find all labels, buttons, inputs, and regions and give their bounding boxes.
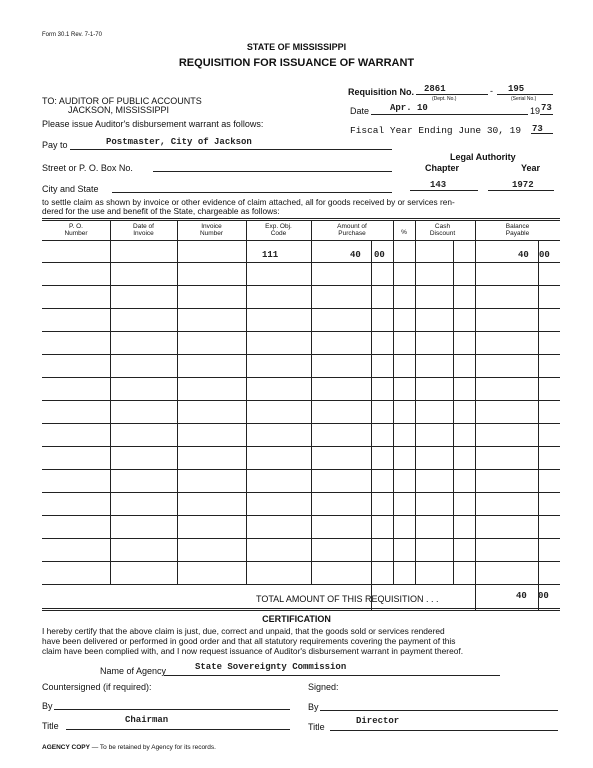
- header-exp-obj-code: Exp. Obj. Code: [265, 223, 292, 237]
- date-year-prefix: 19: [530, 106, 541, 116]
- certification-title: CERTIFICATION: [262, 614, 331, 624]
- dept-no-line: [416, 94, 488, 95]
- header-balance-payable: Balance Payable: [505, 223, 530, 237]
- requisition-dash: -: [490, 86, 493, 96]
- settle-text-line2: dered for the use and benefit of the State, chargeable as follows:: [42, 206, 280, 216]
- fiscal-year-value[interactable]: 73: [532, 124, 543, 134]
- header-date-of-invoice: Date of Invoice: [133, 223, 154, 237]
- title-right-value[interactable]: Director: [356, 716, 400, 726]
- by-left-label: By: [42, 701, 53, 711]
- footer-agency-copy: AGENCY COPY: [42, 744, 90, 751]
- title-right-line: [330, 730, 558, 731]
- chapter-value[interactable]: 143: [430, 180, 447, 190]
- header-po-number: P. O. Number: [64, 223, 88, 237]
- date-value[interactable]: Apr. 10: [390, 103, 428, 113]
- date-year-value[interactable]: 73: [541, 103, 552, 113]
- fiscal-year-label: Fiscal Year Ending June 30, 19: [350, 125, 522, 136]
- to-location: JACKSON, MISSISSIPPI: [68, 105, 170, 115]
- table-bottom-rule: [42, 608, 560, 609]
- row1-amount-cents[interactable]: 00: [374, 250, 385, 260]
- year-label: Year: [521, 163, 541, 173]
- signed-label: Signed:: [308, 682, 339, 692]
- agency-line: [164, 675, 500, 676]
- header-amount-of-purchase: Amount of Purchase: [337, 223, 367, 237]
- settle-text-line1: to settle claim as shown by invoice or other evidence of claim attached, all for goods received by or services ren-: [42, 197, 455, 207]
- city-state-line[interactable]: [112, 192, 392, 193]
- header-bottom-rule: [42, 240, 560, 241]
- agency-value[interactable]: State Sovereignty Commission: [195, 662, 347, 672]
- state-heading: STATE OF MISSISSIPPI: [246, 42, 347, 52]
- page-title: REQUISITION FOR ISSUANCE OF WARRANT: [178, 57, 415, 69]
- chapter-label: Chapter: [425, 163, 460, 173]
- street-line[interactable]: [153, 171, 392, 172]
- total-cents[interactable]: 00: [538, 591, 549, 601]
- legal-year-value[interactable]: 1972: [512, 180, 534, 190]
- table-top-rule-inner: [42, 220, 560, 221]
- pay-to-label: Pay to: [42, 140, 68, 150]
- row1-amount-dollars[interactable]: 40: [350, 250, 361, 260]
- certification-line1: I hereby certify that the above claim is just, due, correct and unpaid, that the goods sold or services rendered: [42, 626, 445, 636]
- total-left-rule: [475, 584, 476, 610]
- fiscal-year-line: [531, 133, 553, 134]
- footer-retain-text: — To be retained by Agency for its records.: [89, 744, 216, 751]
- instruction-text: Please issue Auditor's disbursement warrant as follows:: [42, 119, 264, 129]
- table-top-rule: [42, 218, 560, 219]
- by-right-line[interactable]: [320, 710, 558, 711]
- row1-balance-cents[interactable]: 00: [539, 250, 550, 260]
- header-percent: %: [401, 229, 407, 236]
- title-left-value[interactable]: Chairman: [125, 715, 169, 725]
- form-number: Form 30.1 Rev. 7-1-70: [42, 32, 102, 38]
- serial-no-value[interactable]: 195: [508, 84, 525, 94]
- dept-no-value[interactable]: 2861: [424, 84, 446, 94]
- pay-to-line: [70, 149, 392, 150]
- table-bottom-rule-inner: [42, 610, 560, 611]
- legal-year-line: [488, 190, 554, 191]
- certification-line2: have been delivered or performed in good order and that all statutory requirements covering the payment of this: [42, 636, 456, 646]
- row1-balance-dollars[interactable]: 40: [518, 250, 529, 260]
- city-state-label: City and State: [42, 184, 99, 194]
- requisition-label: Requisition No.: [348, 87, 414, 97]
- title-left-line: [66, 729, 290, 730]
- title-right-label: Title: [308, 722, 325, 732]
- row1-exp-code[interactable]: 111: [262, 250, 279, 260]
- street-label: Street or P. O. Box No.: [42, 163, 133, 173]
- date-line: [371, 114, 528, 115]
- countersigned-label: Countersigned (if required):: [42, 682, 152, 692]
- agency-label: Name of Agency: [100, 666, 167, 676]
- title-left-label: Title: [42, 721, 59, 731]
- total-top-rule: [475, 584, 560, 585]
- by-right-label: By: [308, 702, 319, 712]
- total-dollars[interactable]: 40: [516, 591, 527, 601]
- footer-note: [42, 744, 216, 751]
- by-left-line[interactable]: [54, 709, 290, 710]
- header-invoice-number: Invoice Number: [199, 223, 224, 237]
- chapter-line: [410, 190, 478, 191]
- to-auditor: TO: AUDITOR OF PUBLIC ACCOUNTS: [42, 96, 202, 106]
- serial-no-caption: (Serial No.): [511, 96, 537, 102]
- header-cash-discount: Cash Discount: [429, 223, 456, 237]
- certification-line3: claim have been complied with, and I now request issuance of Auditor's disbursement warrant in payment thereof.: [42, 646, 464, 656]
- legal-authority-title: Legal Authority: [450, 152, 516, 162]
- dept-no-caption: (Dept. No.): [432, 96, 457, 102]
- total-label: TOTAL AMOUNT OF THIS REQUISITION . . .: [256, 594, 439, 604]
- date-label: Date: [350, 106, 370, 116]
- serial-no-line: [497, 94, 553, 95]
- date-year-line: [540, 114, 553, 115]
- pay-to-value[interactable]: Postmaster, City of Jackson: [106, 137, 252, 147]
